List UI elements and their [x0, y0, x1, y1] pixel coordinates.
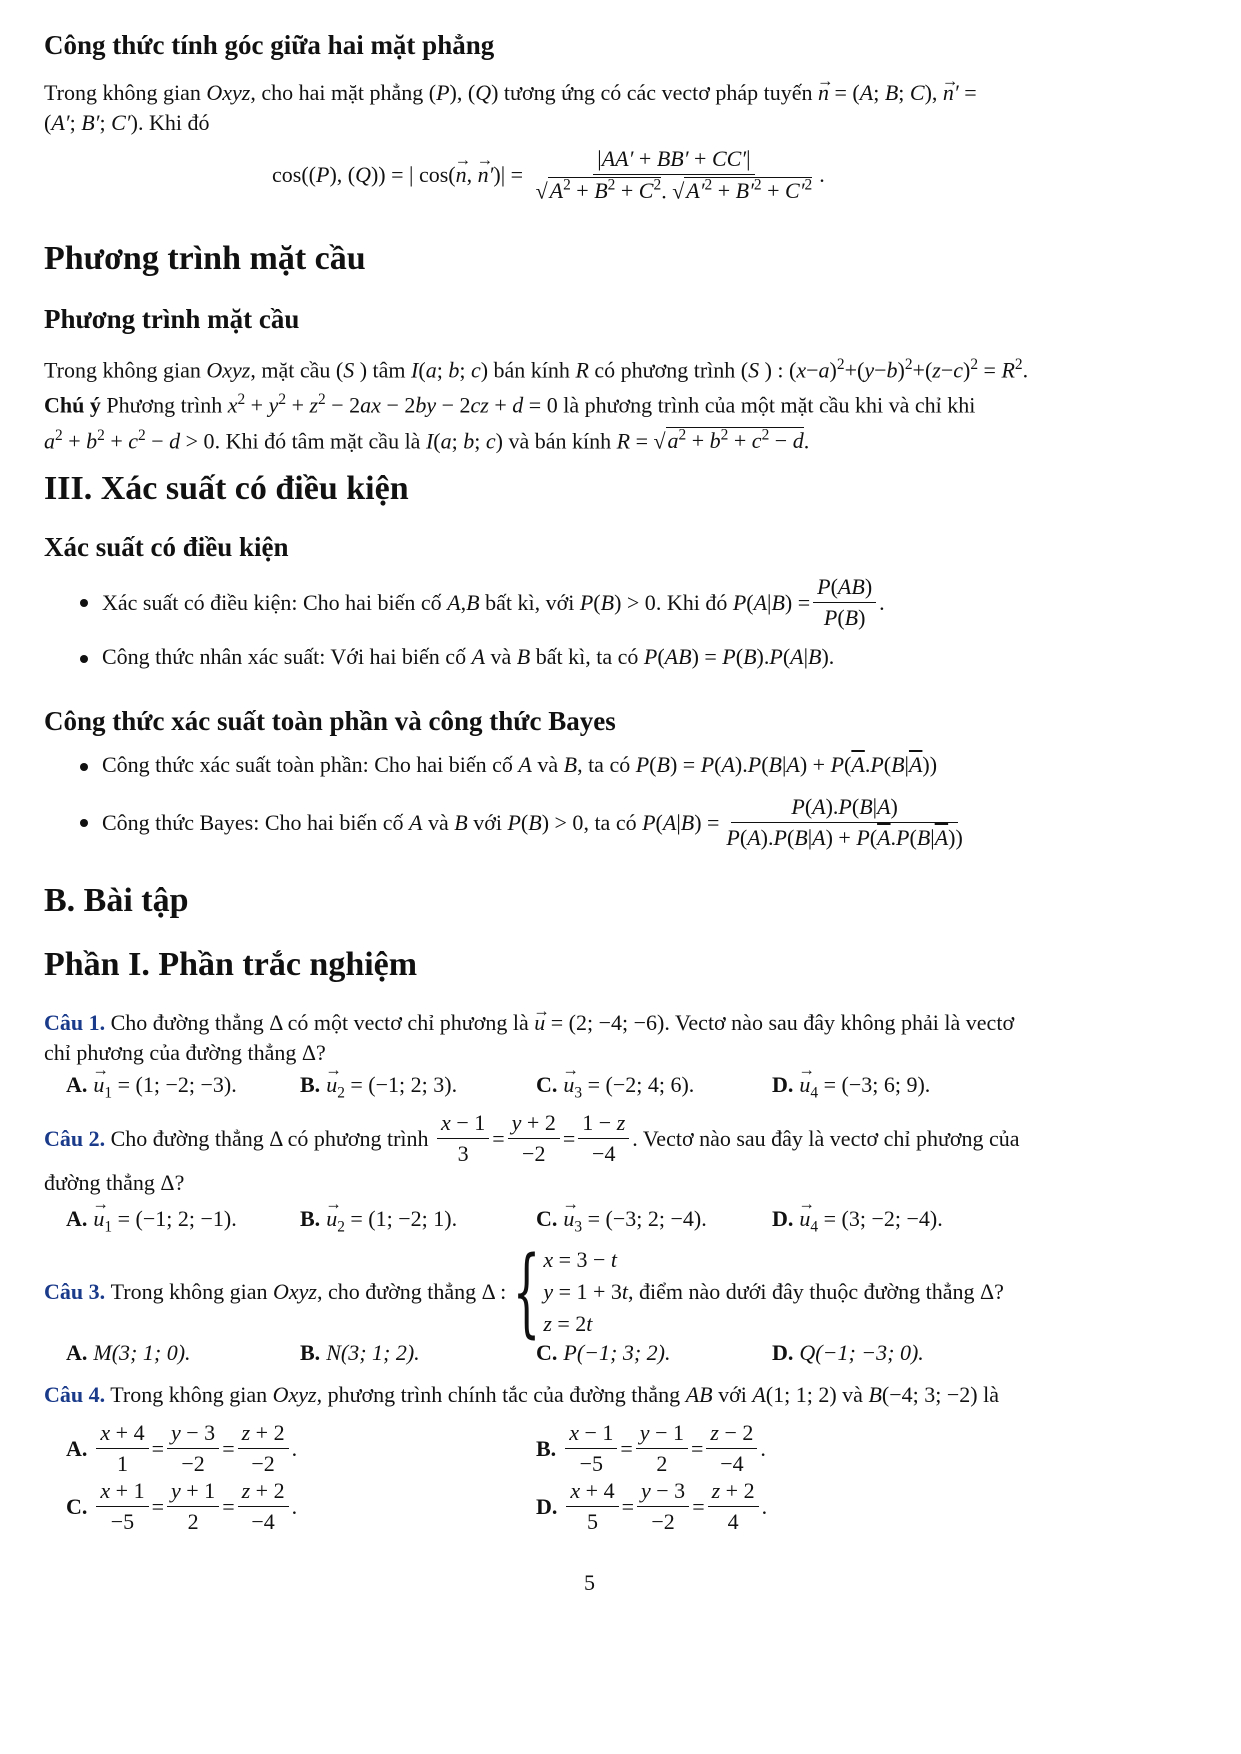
page-number: 5: [584, 1570, 595, 1595]
section-heading-exercises: B. Bài tập: [44, 882, 189, 919]
question-2-text: Câu 2. Cho đường thẳng Δ có phương trình $\frac{x - 1}{3}$ = $\frac{y + 2}{-2}$ = $\frac{1 - z}{-4}$ . Vectơ nào sau đây là vectơ chỉ phương của: [44, 1110, 1020, 1166]
bullet-multiplication-rule: Công thức nhân xác suất: Với hai biến cố A và B bất kì, ta có P(AB) = P(B).P(A|B).: [80, 644, 834, 670]
subheading-bayes: Công thức xác suất toàn phần và công thức Bayes: [44, 706, 616, 736]
question-4-option-b[interactable]: B. $\frac{x - 1}{-5}$ = $\frac{y - 1}{2}$ = $\frac{z - 2}{-4}$ .: [536, 1420, 766, 1476]
question-1-option-b[interactable]: B. → $u_2 = (-1$; 2; 3).: [300, 1072, 457, 1102]
bullet-total-probability: Công thức xác suất toàn phần: Cho hai biến cố A và B, ta có $P(B) = P(A).P(B|A) + P(\overline{A}.P(B|\overline{A}))$: [80, 752, 937, 778]
section-heading-multiple-choice: Phần I. Phần trắc nghiệm: [44, 946, 418, 983]
plane-angle-formula: cos((P), (Q)) = | cos(→ n, → n′)| = $\frac{|AA' + BB' + CC'|}{√A^2 + B^2 + C^2. √A'^2 + B'^2 + C'^2}$ .: [272, 146, 825, 204]
section-heading-conditional: III. Xác suất có điều kiện: [44, 470, 409, 507]
question-2-option-d[interactable]: D. → $u_4 = (3$; −2; −4).: [772, 1206, 943, 1236]
bullet-bayes-formula: Công thức Bayes: Cho hai biến cố A và B với P ( B ) > 0 , ta có P ( A | B ) = $\frac{P(A).P(B|A)}{P(A).P(B|A) + P(\overline{A}.P(B|\overline{A}))}$: [80, 794, 970, 851]
question-4-option-d[interactable]: D. $\frac{x + 4}{5}$ = $\frac{y - 3}{-2}$ = $\frac{z + 2}{4}$ .: [536, 1478, 768, 1534]
question-4-option-c[interactable]: C. $\frac{x + 1}{-5}$ = $\frac{y + 1}{2}$ = $\frac{z + 2}{-4}$ .: [66, 1478, 298, 1534]
subheading-conditional: Xác suất có điều kiện: [44, 532, 289, 562]
section-title-plane-angle: Công thức tính góc giữa hai mặt phẳng: [44, 30, 495, 60]
question-3-text: Câu 3. Trong không gian Oxyz , cho đường thẳng Δ : { x = 3 − t y = 1 + 3t z = 2t , điểm nào dưới đây thuộc đường thẳng Δ?: [44, 1236, 1004, 1348]
subheading-sphere: Phương trình mặt cầu: [44, 304, 300, 334]
question-2-option-b[interactable]: B. → $u_2 = (1$; −2; 1).: [300, 1206, 457, 1236]
question-1-option-d[interactable]: D. → $u_4 = (-3$; 6; 9).: [772, 1072, 930, 1102]
section-heading-sphere: Phương trình mặt cầu: [44, 240, 366, 277]
question-4-option-a[interactable]: A. $\frac{x + 4}{1}$ = $\frac{y - 3}{-2}$ = $\frac{z + 2}{-2}$ .: [66, 1420, 298, 1476]
question-2-text-cont: đường thẳng Δ?: [44, 1170, 185, 1195]
bullet-conditional-probability: Xác suất có điều kiện: Cho hai biến cố A , B bất kì, với P ( B ) > 0 . Khi đó P ( A | B ) = $\frac{P(AB)}{P(B)}$ .: [80, 574, 885, 631]
question-2-option-a[interactable]: A. → $u_1 = (-1$; 2; −1).: [66, 1206, 237, 1236]
question-3-option-c[interactable]: C. P(−1; 3; 2).: [536, 1340, 671, 1365]
sphere-equation-text: Trong không gian Oxyz, mặt cầu (S ) tâm I(a; b; c) bán kính R có phương trình (S ) : $(x-a)^2+(y-b)^2+(z-c)^2 = R^2$. Chú ý Phương trình $x^2 + y^2 + z^2 - 2ax - 2by - 2cz + d = 0$ là phương trình của một mặt cầu khi và chỉ khi $a^2 + b^2 + c^2 - d > 0$. Khi đó tâm mặt cầu là I(a; b; c) và bán kính $R = √a^2 + b^2 + c^2 - d$.: [44, 356, 1029, 454]
question-2-option-c[interactable]: C. → $u_3 = (-3$; 2; −4).: [536, 1206, 707, 1236]
question-3-option-a[interactable]: A. M(3; 1; 0).: [66, 1340, 191, 1365]
question-1-text: Câu 1. Cho đường thẳng Δ có một vectơ chỉ phương là → u = (2; −4; −6). Vectơ nào sau đây không phải là vectơ chỉ phương của đường thẳng Δ?: [44, 1008, 1159, 1068]
plane-angle-intro: Trong không gian Oxyz, cho hai mặt phẳng (P), (Q) tương ứng có các vectơ pháp tuyến → n = (A; B; C), → n′ = (A′; B′; C′). Khi đó: [44, 78, 1159, 138]
question-3-option-d[interactable]: D. Q(−1; −3; 0).: [772, 1340, 924, 1365]
question-4-text: Câu 4. Trong không gian Oxyz, phương trình chính tắc của đường thẳng AB với A(1; 1; 2) và B(−4; 3; −2) là: [44, 1382, 999, 1407]
question-3-option-b[interactable]: B. N(3; 1; 2).: [300, 1340, 420, 1365]
question-1-option-c[interactable]: C. → $u_3 = (-2$; 4; 6).: [536, 1072, 694, 1102]
question-1-option-a[interactable]: A. → $u_1 = (1$; −2; −3).: [66, 1072, 237, 1102]
